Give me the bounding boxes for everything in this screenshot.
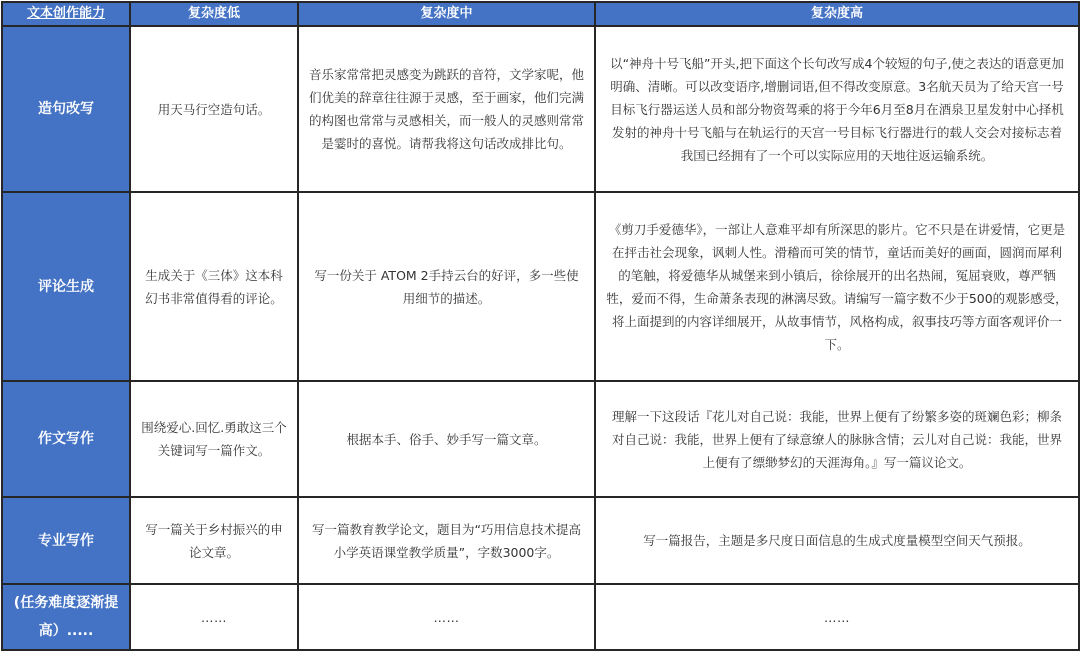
text-creation-capability-table — [1, 1, 1080, 651]
cell-low: 围绕爱心.回忆.勇敢这三个关键词写一篇作文。 — [130, 381, 298, 497]
cell-high: 以“神舟十号飞船”开头,把下面这个长句改写成4个较短的句子,使之表达的语意更加明确、清晰。可以改变语序,增删词语,但不得改变原意。3名航天员为了给天宫一号目标飞行器运送人员和部分物资驾乘的将于今年6月至8月在酒泉卫星发射中心择机发射的神舟十号飞船与在轨运行的天宫一号目标飞行器进行的载人交会对接标志着我国已经拥有了一个可以实际应用的天地往返运输系统。 — [595, 26, 1079, 192]
row-category: 评论生成 — [2, 192, 130, 381]
cell-medium: 写一份关于 ATOM 2手持云台的好评，多一些使用细节的描述。 — [298, 192, 595, 381]
row-category: 作文写作 — [2, 381, 130, 497]
header-complexity-high: 复杂度高 — [595, 2, 1079, 26]
cell-high: 理解一下这段话『花儿对自己说：我能，世界上便有了纷繁多姿的斑斓色彩；柳条对自己说：我能，世界上便有了绿意缭人的脉脉含情；云儿对自己说：我能，世界上便有了缥缈梦幻的天涯海角。』写一篇议论文。 — [595, 381, 1079, 497]
table-row — [2, 497, 1079, 584]
cell-high: 《剪刀手爱德华》，一部让人意难平却有所深思的影片。它不只是在讲爱情，它更是在抨击社会现象，讽刺人性。滑稽而可笑的情节，童话而美好的画面，圆润而犀利的笔触，将爱德华从城堡来到小镇后，徐徐展开的出名热闹，冤屈衰败，尊严牺牲，爱而不得，生命萧条表现的淋漓尽致。请编写一篇字数不少于500的观影感受，将上面提到的内容详细展开，从故事情节，风格构成，叙事技巧等方面客观评价一下。 — [595, 192, 1079, 381]
cell-low: 用天马行空造句话。 — [130, 26, 298, 192]
cell-medium: 根据本手、俗手、妙手写一篇文章。 — [298, 381, 595, 497]
table-row — [2, 26, 1079, 192]
cell-medium: …… — [298, 584, 595, 650]
cell-medium: 音乐家常常把灵感变为跳跃的音符，文学家呢，他们优美的辞章往往源于灵感，至于画家，他们完满的构图也常常与灵感相关，而一般人的灵感则常常是霎时的喜悦。请帮我将这句话改成排比句。 — [298, 26, 595, 192]
table-row — [2, 584, 1079, 650]
row-category: 造句改写 — [2, 26, 130, 192]
header-row — [2, 2, 1079, 26]
header-capability: 文本创作能力 — [2, 2, 130, 26]
cell-low: 生成关于《三体》这本科幻书非常值得看的评论。 — [130, 192, 298, 381]
cell-low: …… — [130, 584, 298, 650]
cell-medium: 写一篇教育教学论文，题目为“巧用信息技术提高小学英语课堂教学质量”，字数3000字。 — [298, 497, 595, 584]
table-row — [2, 381, 1079, 497]
cell-high: …… — [595, 584, 1079, 650]
row-category: 专业写作 — [2, 497, 130, 584]
cell-high: 写一篇报告，主题是多尺度日面信息的生成式度量模型空间天气预报。 — [595, 497, 1079, 584]
table-row — [2, 192, 1079, 381]
cell-low: 写一篇关于乡村振兴的申论文章。 — [130, 497, 298, 584]
row-category: (任务难度逐渐提高）..... — [2, 584, 130, 650]
header-complexity-low: 复杂度低 — [130, 2, 298, 26]
header-complexity-medium: 复杂度中 — [298, 2, 595, 26]
